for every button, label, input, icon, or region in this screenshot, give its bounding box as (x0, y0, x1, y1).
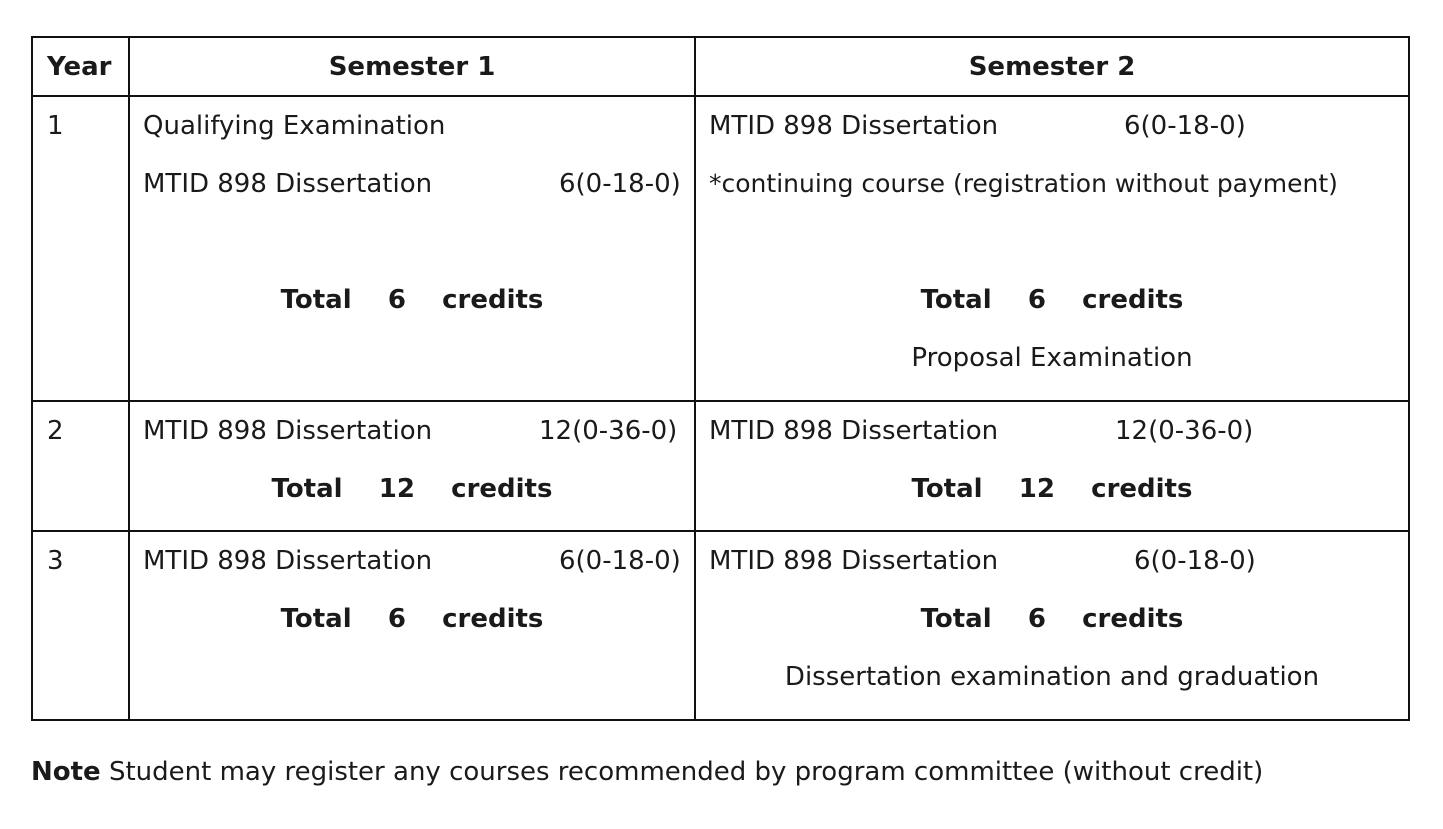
course-line (709, 544, 1408, 602)
table-row (32, 401, 1409, 531)
study-plan-table (31, 36, 1410, 721)
course-name: MTID 898 Dissertation (143, 169, 433, 199)
continuing-course-note: *continuing course (registration without payment) (709, 169, 1338, 198)
semester-2-cell (695, 96, 1409, 401)
note-label: Note (31, 757, 101, 787)
total-credits: Total 12 credits (271, 474, 553, 504)
course-name: MTID 898 Dissertation (709, 416, 999, 446)
header-year: Year (32, 37, 129, 96)
course-name: MTID 898 Dissertation (709, 546, 999, 576)
course-credit: 6(0-18-0) (559, 546, 681, 576)
year-cell: 2 (32, 401, 129, 531)
course-credit: 6(0-18-0) (559, 169, 681, 199)
course-line (143, 414, 694, 472)
year-cell: 1 (32, 96, 129, 401)
semester-2-cell (695, 401, 1409, 531)
course-line (143, 167, 694, 225)
course-line (709, 109, 1408, 167)
note-text: Student may register any courses recommended by program committee (without credit) (100, 757, 1264, 787)
year-cell: 3 (32, 531, 129, 720)
header-row (32, 37, 1409, 96)
footnote (31, 757, 1263, 787)
semester-1-cell (129, 531, 695, 720)
total-credits: Total 6 credits (280, 604, 544, 634)
semester-1-cell (129, 401, 695, 531)
course-name: MTID 898 Dissertation (143, 546, 433, 576)
course-credit: 6(0-18-0) (1134, 546, 1256, 576)
semester-2-cell (695, 531, 1409, 720)
header-semester-1: Semester 1 (129, 37, 695, 96)
course-credit: 12(0-36-0) (1115, 416, 1254, 446)
course-credit: 6(0-18-0) (1124, 111, 1246, 141)
qualifying-exam-text: Qualifying Examination (143, 111, 446, 141)
course-name: MTID 898 Dissertation (143, 416, 433, 446)
course-name: MTID 898 Dissertation (709, 111, 999, 141)
semester-1-cell (129, 96, 695, 401)
graduation-text: Dissertation examination and graduation (784, 662, 1320, 692)
header-semester-2: Semester 2 (695, 37, 1409, 96)
proposal-exam-text: Proposal Examination (911, 343, 1193, 373)
total-credits: Total 6 credits (920, 285, 1184, 315)
total-credits: Total 12 credits (911, 474, 1193, 504)
course-line (709, 414, 1408, 472)
table-row (32, 531, 1409, 720)
table-row (32, 96, 1409, 401)
total-credits: Total 6 credits (280, 285, 544, 315)
total-credits: Total 6 credits (920, 604, 1184, 634)
course-line (143, 544, 694, 602)
course-credit: 12(0-36-0) (539, 416, 678, 446)
